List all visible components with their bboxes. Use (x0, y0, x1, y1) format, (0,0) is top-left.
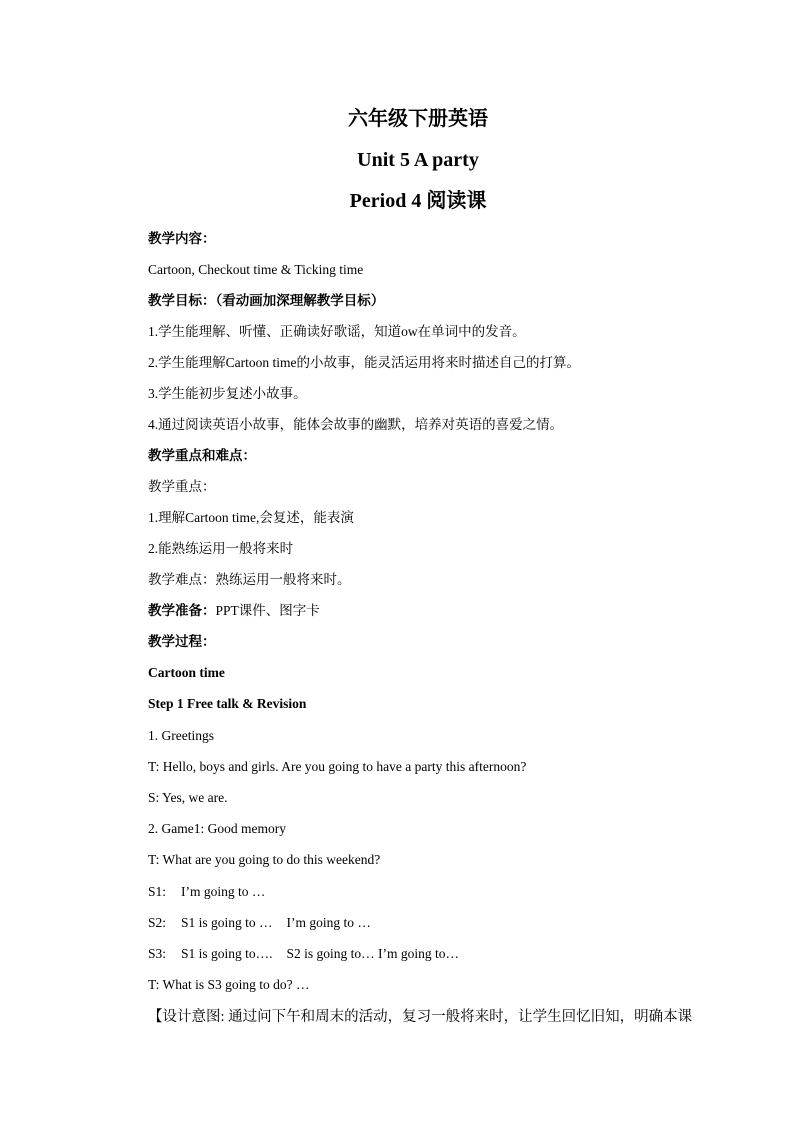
prep-line (148, 602, 320, 620)
greetings-line: 1. Greetings (148, 728, 214, 743)
content-text: Cartoon, Checkout time & Ticking time (148, 262, 364, 277)
dialogue-s1 (148, 883, 265, 901)
process-heading: 教学过程： (148, 634, 216, 649)
key-point: 1.理解Cartoon time,会复述，能表演 (148, 510, 354, 525)
speaker-text: S2 is going to… I’m going to… (286, 946, 460, 961)
dialogue-s2 (148, 914, 371, 932)
unit-title: Unit 5 A party (357, 149, 479, 171)
key-point: 2.能熟练运用一般将来时 (148, 541, 294, 556)
speaker-label: S1: (148, 884, 167, 899)
difficulty-text: 教学难点：熟练运用一般将来时。 (148, 572, 351, 587)
cartoon-heading: Cartoon time (148, 665, 225, 680)
speaker-text: I’m going to … (181, 884, 266, 899)
goals-heading: 教学目标：（看动画加深理解教学目标） (148, 293, 385, 308)
content-heading: 教学内容： (148, 231, 216, 246)
prep-heading: 教学准备： (148, 603, 216, 618)
key-label: 教学重点： (148, 479, 216, 494)
goal-item: 4.通过阅读英语小故事，能体会故事的幽默，培养对英语的喜爱之情。 (148, 417, 564, 432)
dialogue-s3 (148, 945, 459, 963)
speaker-label: S3: (148, 946, 167, 961)
period-title: Period 4 阅读课 (349, 190, 487, 212)
speaker-label: S2: (148, 915, 167, 930)
key-heading: 教学重点和难点： (148, 448, 256, 463)
document-title: 六年级下册英语 (348, 108, 488, 130)
speaker-text: S1 is going to…. (181, 946, 273, 961)
teacher-line: T: Hello, boys and girls. Are you going to have a party this afternoon? (148, 759, 527, 774)
speaker-text: S1 is going to … (181, 915, 273, 930)
prep-text: PPT课件、图字卡 (215, 603, 320, 618)
teacher-line: T: What are you going to do this weekend? (148, 852, 381, 867)
goal-item: 1.学生能理解、听懂、正确读好歌谣，知道ow在单词中的发音。 (148, 324, 526, 339)
game-line: 2. Game1: Good memory (148, 821, 286, 836)
step1-heading: Step 1 Free talk & Revision (148, 696, 307, 711)
goal-item: 2.学生能理解Cartoon time的小故事，能灵活运用将来时描述自己的打算。 (148, 355, 580, 370)
speaker-text: I’m going to … (286, 915, 371, 930)
student-line: S: Yes, we are. (148, 790, 228, 805)
goal-item: 3.学生能初步复述小故事。 (148, 386, 307, 401)
teacher-line: T: What is S3 going to do? … (148, 977, 310, 992)
design-note: 【设计意图: 通过问下午和周末的活动，复习一般将来时，让学生回忆旧知，明确本课 (148, 1009, 693, 1025)
